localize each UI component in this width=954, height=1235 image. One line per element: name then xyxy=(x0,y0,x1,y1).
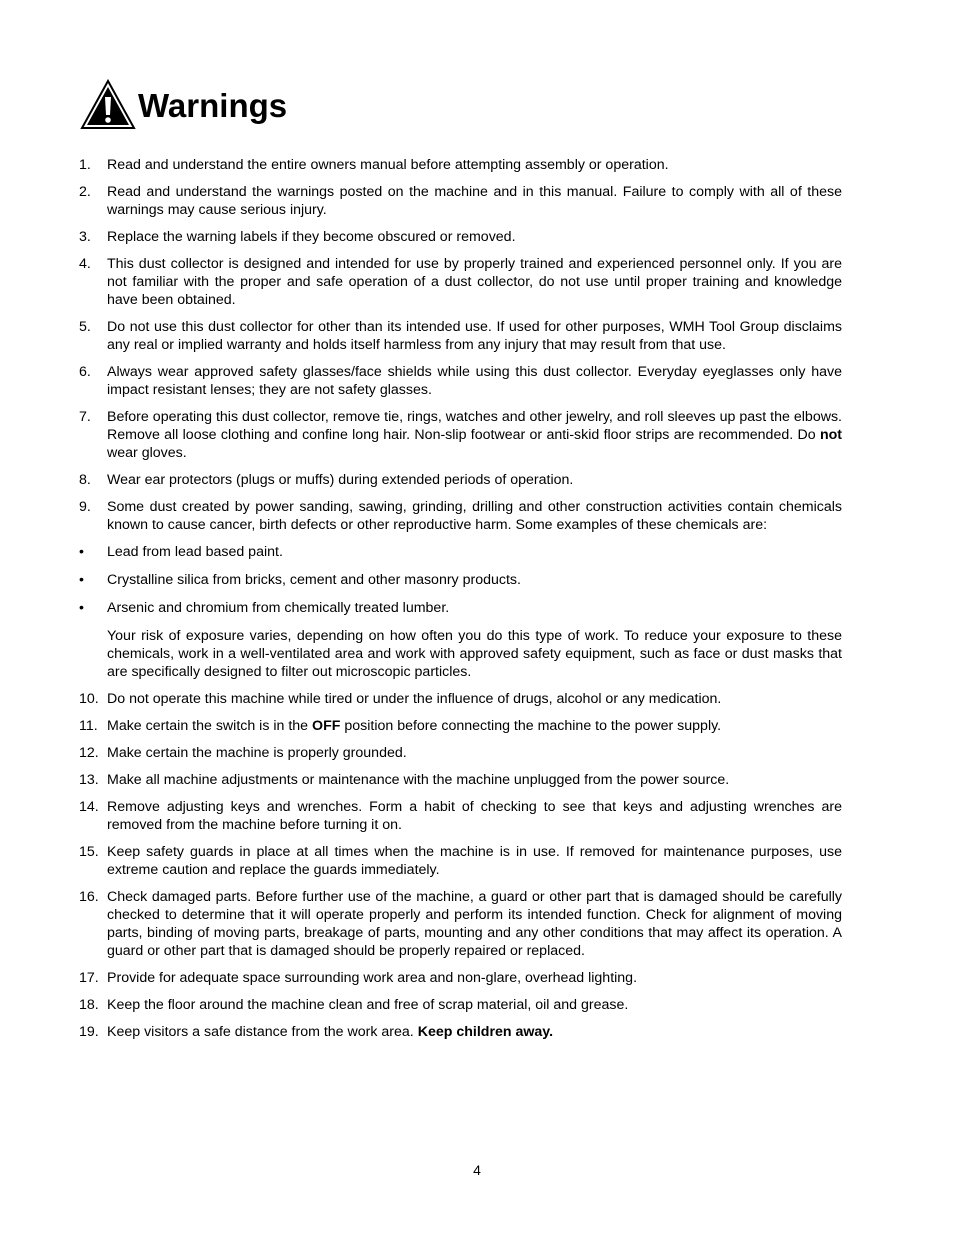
text-run: Make certain the switch is in the xyxy=(107,718,313,734)
text-run: Lead from lead based paint. xyxy=(107,544,283,560)
text-run: Before operating this dust collector, remove tie, rings, watches and other jewelry, and roll sleeves up past the elbows. Remove all loose clothing and confine long hair. Non-slip footwear or anti-skid floor strips are recommended. Do xyxy=(107,409,842,443)
warning-item xyxy=(79,471,842,489)
section-heading xyxy=(80,78,287,132)
text-run: Read and understand the entire owners manual before attempting assembly or operation. xyxy=(107,157,669,173)
item-number: 18. xyxy=(79,997,99,1013)
text-run: Do not operate this machine while tired or under the influence of drugs, alcohol or any medication. xyxy=(107,691,722,707)
warning-item xyxy=(79,156,842,174)
item-number: 16. xyxy=(79,889,99,905)
item-number: 19. xyxy=(79,1024,99,1040)
warning-item xyxy=(79,318,842,354)
item-text xyxy=(107,255,842,309)
warning-item xyxy=(79,1023,842,1041)
item-number: 1. xyxy=(79,157,91,173)
item-text xyxy=(107,888,842,960)
item-text xyxy=(107,717,842,735)
warning-item xyxy=(79,771,842,789)
page-title: Warnings xyxy=(138,86,288,124)
warning-item xyxy=(79,363,842,399)
text-run: Keep the floor around the machine clean and free of scrap material, oil and grease. xyxy=(107,997,629,1013)
warning-item xyxy=(79,996,842,1014)
warning-item xyxy=(79,888,842,960)
text-run: wear gloves. xyxy=(107,445,187,461)
text-run: Keep safety guards in place at all times when the machine is in use. If removed for maintenance purposes, use extreme caution and replace the guards immediately. xyxy=(107,844,842,878)
text-run: Read and understand the warnings posted on the machine and in this manual. Failure to comply with all of these warnings may cause serious injury. xyxy=(107,184,842,218)
item-text xyxy=(107,843,842,879)
item-text xyxy=(107,471,842,489)
bullet-item xyxy=(79,543,842,561)
text-run: Keep visitors a safe distance from the work area. xyxy=(107,1024,418,1040)
item-number: 7. xyxy=(79,409,91,425)
text-run: Replace the warning labels if they become obscured or removed. xyxy=(107,229,516,245)
item-number: 12. xyxy=(79,745,99,761)
item-number: 14. xyxy=(79,799,99,815)
item-number: 13. xyxy=(79,772,99,788)
item-text xyxy=(107,318,842,354)
item-number: 5. xyxy=(79,319,91,335)
warning-item xyxy=(79,228,842,246)
warning-item xyxy=(79,255,842,309)
bullet-item xyxy=(79,599,842,617)
item-text xyxy=(107,543,842,561)
item-number: 10. xyxy=(79,691,99,707)
text-run: Crystalline silica from bricks, cement and other masonry products. xyxy=(107,572,521,588)
item-text xyxy=(107,744,842,762)
bullet-marker: • xyxy=(79,544,84,560)
item-number: 15. xyxy=(79,844,99,860)
item-text xyxy=(107,408,842,462)
warning-item xyxy=(79,744,842,762)
text-run: position before connecting the machine to the power supply. xyxy=(340,718,722,734)
bullet-item xyxy=(79,571,842,589)
item-number: 4. xyxy=(79,256,91,272)
warning-item xyxy=(79,969,842,987)
warning-item xyxy=(79,408,842,462)
list-paragraph xyxy=(79,627,842,681)
item-number: 9. xyxy=(79,499,91,515)
emphasis-text: OFF xyxy=(312,718,341,734)
item-number: 11. xyxy=(79,718,98,734)
text-run: Make all machine adjustments or maintenance with the machine unplugged from the power source. xyxy=(107,772,730,788)
item-number: 6. xyxy=(79,364,91,380)
warning-item xyxy=(79,183,842,219)
item-text xyxy=(107,228,842,246)
item-number: 3. xyxy=(79,229,91,245)
item-text xyxy=(107,571,842,589)
item-text xyxy=(107,363,842,399)
item-text xyxy=(107,156,842,174)
item-text xyxy=(107,1023,842,1041)
item-text xyxy=(107,798,842,834)
warning-item xyxy=(79,798,842,834)
text-run: Wear ear protectors (plugs or muffs) during extended periods of operation. xyxy=(107,472,574,488)
item-text xyxy=(107,690,842,708)
text-run: Some dust created by power sanding, sawing, grinding, drilling and other construction activities contain chemicals known to cause cancer, birth defects or other reproductive harm. Some examples of these chemicals are: xyxy=(107,499,842,533)
item-number: 17. xyxy=(79,970,99,986)
emphasis-text: Keep children away. xyxy=(417,1024,554,1040)
item-number: 8. xyxy=(79,472,91,488)
item-text xyxy=(107,183,842,219)
item-number: 2. xyxy=(79,184,91,200)
text-run: Arsenic and chromium from chemically treated lumber. xyxy=(107,600,450,616)
item-text xyxy=(107,771,842,789)
emphasis-text: not xyxy=(819,427,842,443)
text-run: Remove adjusting keys and wrenches. Form a habit of checking to see that keys and adjusting wrenches are removed from the machine before turning it on. xyxy=(107,799,842,833)
item-text xyxy=(107,627,842,681)
text-run: Do not use this dust collector for other than its intended use. If used for other purposes, WMH Tool Group disclaims any real or implied warranty and holds itself harmless from any injury that may result from that use. xyxy=(107,319,842,353)
bullet-marker: • xyxy=(79,600,84,616)
warning-item xyxy=(79,717,842,735)
text-run: Make certain the machine is properly grounded. xyxy=(107,745,407,761)
text-run: Provide for adequate space surrounding work area and non-glare, overhead lighting. xyxy=(107,970,638,986)
bullet-marker: • xyxy=(79,572,84,588)
warning-item xyxy=(79,843,842,879)
item-text xyxy=(107,498,842,534)
text-run: Always wear approved safety glasses/face shields while using this dust collector. Everyday eyeglasses only have impact resistant lenses; they are not safety glasses. xyxy=(107,364,842,398)
text-run: Your risk of exposure varies, depending on how often you do this type of work. To reduce your exposure to these chemicals, work in a well-ventilated area and work with approved safety equipment, such as face or dust masks that are specifically designed to filter out microscopic particles. xyxy=(107,628,842,680)
page-number: 4 xyxy=(473,1162,481,1178)
item-text xyxy=(107,969,842,987)
text-run: This dust collector is designed and intended for use by properly trained and experienced personnel only. If you are not familiar with the proper and safe operation of a dust collector, do not use until proper training and knowledge have been obtained. xyxy=(107,256,842,308)
text-run: Check damaged parts. Before further use of the machine, a guard or other part that is damaged should be carefully checked to determine that it will operate properly and perform its intended function. Check for alignment of moving parts, binding of moving parts, breakage of parts, mounting and any other conditions that may affect its operation. A guard or other part that is damaged should be properly repaired or replaced. xyxy=(107,889,842,959)
warning-item xyxy=(79,498,842,534)
item-text xyxy=(107,599,842,617)
warning-item xyxy=(79,690,842,708)
warnings-list xyxy=(79,156,842,1050)
item-text xyxy=(107,996,842,1014)
warning-triangle-icon xyxy=(80,79,136,131)
